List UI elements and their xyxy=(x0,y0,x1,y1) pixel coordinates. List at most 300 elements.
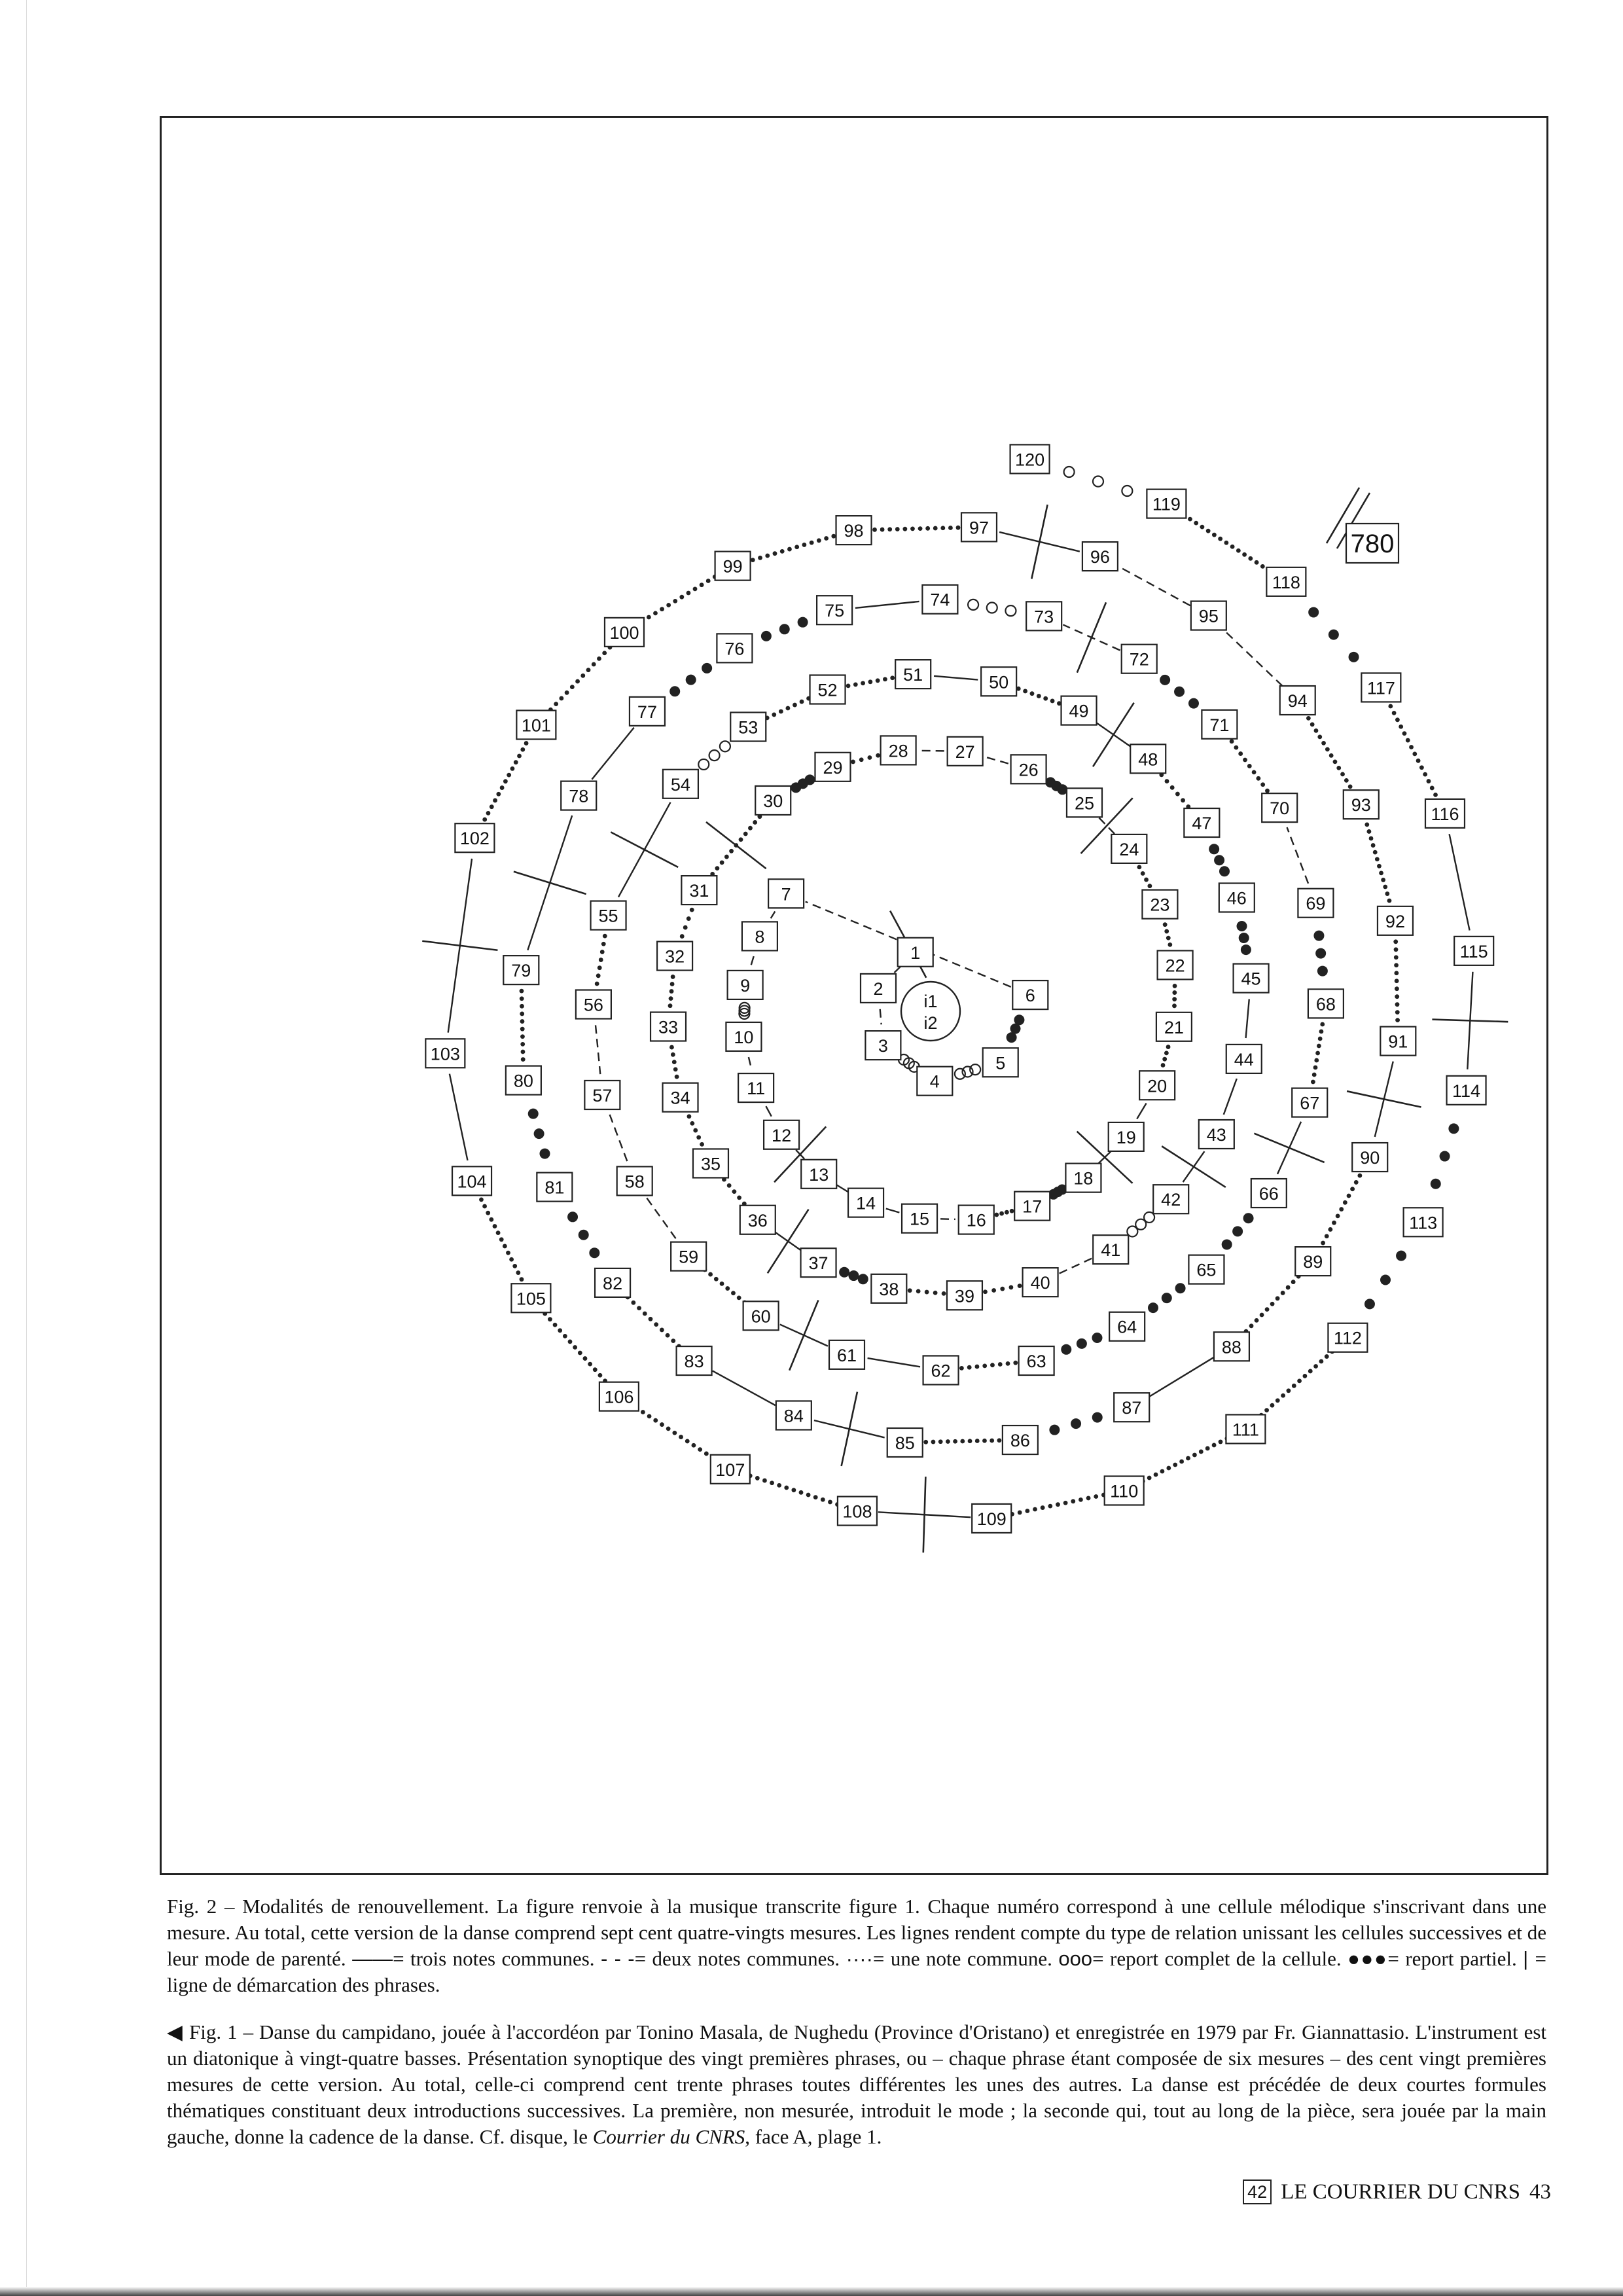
cell-label-103: 103 xyxy=(430,1044,460,1064)
cell-label-118: 118 xyxy=(1272,572,1300,592)
cell-box-88 xyxy=(1214,1332,1249,1361)
cell-box-109 xyxy=(972,1504,1011,1533)
cell-box-47 xyxy=(1184,808,1219,837)
page-footer xyxy=(1243,2179,1551,2204)
cell-box-6 xyxy=(1012,980,1048,1009)
phrase-boundary-54 xyxy=(611,832,678,867)
cell-label-95: 95 xyxy=(1198,606,1219,626)
cell-box-118 xyxy=(1266,567,1306,596)
cell-label-82: 82 xyxy=(603,1273,623,1293)
cell-label-109: 109 xyxy=(976,1509,1007,1529)
link-13-14 xyxy=(837,1185,848,1191)
cell-box-67 xyxy=(1292,1088,1327,1117)
link-119-120 xyxy=(1064,467,1133,496)
link-65-66 xyxy=(1222,1213,1254,1249)
cell-box-18 xyxy=(1065,1164,1101,1193)
cell-label-23: 23 xyxy=(1150,895,1170,915)
cell-label-65: 65 xyxy=(1196,1260,1217,1280)
link-43-44 xyxy=(1224,1079,1237,1115)
link-91-92 xyxy=(1393,939,1400,1022)
cell-box-9 xyxy=(728,971,763,999)
cell-box-5 xyxy=(983,1048,1018,1077)
cell-box-48 xyxy=(1130,744,1166,773)
cell-box-96 xyxy=(1082,542,1118,571)
cell-label-106: 106 xyxy=(604,1387,634,1407)
cell-label-16: 16 xyxy=(966,1210,986,1230)
cell-label-55: 55 xyxy=(598,906,618,926)
cell-box-15 xyxy=(902,1204,937,1233)
cell-box-72 xyxy=(1122,645,1157,673)
cell-label-69: 69 xyxy=(1306,893,1326,914)
link-33-34 xyxy=(669,1045,679,1079)
link-32-33 xyxy=(668,975,675,1008)
footer-page-number: 43 xyxy=(1529,2179,1551,2204)
caption-fig2 xyxy=(167,1893,1546,1998)
cell-label-74: 74 xyxy=(930,590,950,610)
cell-label-96: 96 xyxy=(1090,547,1110,567)
cell-label-7: 7 xyxy=(781,884,791,905)
intro-circle xyxy=(901,982,960,1041)
cell-box-53 xyxy=(730,712,766,741)
link-41-42 xyxy=(1127,1212,1154,1237)
link-20-21 xyxy=(1161,1045,1171,1067)
cell-label-1: 1 xyxy=(910,942,921,963)
cell-box-80 xyxy=(506,1066,541,1095)
cell-box-77 xyxy=(630,697,665,726)
link-109-110 xyxy=(1010,1493,1106,1516)
link-2-3 xyxy=(880,1009,882,1024)
cell-box-35 xyxy=(693,1149,728,1177)
cell-label-37: 37 xyxy=(808,1253,829,1274)
cell-label-41: 41 xyxy=(1101,1240,1121,1261)
cell-label-114: 114 xyxy=(1452,1081,1481,1101)
cell-label-101: 101 xyxy=(521,715,551,736)
cell-label-34: 34 xyxy=(670,1088,690,1108)
cell-box-104 xyxy=(452,1166,491,1195)
cell-box-59 xyxy=(671,1242,706,1271)
cell-label-4: 4 xyxy=(929,1071,940,1092)
cell-box-71 xyxy=(1202,710,1237,739)
cell-box-70 xyxy=(1262,793,1297,822)
cell-label-81: 81 xyxy=(544,1177,565,1198)
cell-label-38: 38 xyxy=(879,1279,899,1299)
link-68-69 xyxy=(1313,931,1327,977)
cell-box-2 xyxy=(861,974,896,1003)
link-22-23 xyxy=(1163,922,1172,947)
legend-dotted-text: = une note commune. xyxy=(872,1947,1052,1970)
cell-box-120 xyxy=(1010,444,1050,473)
cell-box-68 xyxy=(1308,989,1344,1018)
phrase-boundary-30 xyxy=(706,822,766,869)
cell-box-63 xyxy=(1019,1346,1054,1375)
cell-box-115 xyxy=(1454,937,1493,965)
cell-box-100 xyxy=(605,618,644,647)
link-93-94 xyxy=(1306,716,1353,789)
link-110-111 xyxy=(1141,1437,1229,1484)
link-101-102 xyxy=(482,741,528,821)
phrase-boundary-78 xyxy=(514,872,586,894)
cell-label-13: 13 xyxy=(809,1164,829,1185)
cell-label-25: 25 xyxy=(1074,793,1095,814)
cell-label-120: 120 xyxy=(1015,450,1045,470)
phrase-boundary-66 xyxy=(1254,1134,1324,1162)
cell-label-6: 6 xyxy=(1025,986,1035,1006)
link-83-84 xyxy=(713,1371,776,1405)
cell-box-69 xyxy=(1298,889,1333,918)
legend-filled-dots-icon: ●●● xyxy=(1347,1947,1388,1970)
cell-box-111 xyxy=(1226,1414,1265,1443)
footer-page-box: 42 xyxy=(1243,2179,1272,2204)
phrase-boundary-108 xyxy=(923,1477,926,1552)
cell-label-56: 56 xyxy=(583,995,603,1015)
cell-label-53: 53 xyxy=(738,717,758,738)
cell-label-112: 112 xyxy=(1333,1328,1362,1348)
cell-box-13 xyxy=(801,1160,836,1189)
cell-box-4 xyxy=(917,1067,952,1096)
cell-box-57 xyxy=(584,1081,620,1109)
cell-label-97: 97 xyxy=(969,518,990,538)
cell-label-42: 42 xyxy=(1161,1190,1181,1210)
cell-box-26 xyxy=(1011,755,1046,783)
link-39-40 xyxy=(983,1283,1022,1294)
cell-label-8: 8 xyxy=(755,927,765,947)
cell-box-3 xyxy=(865,1031,901,1060)
link-23-24 xyxy=(1137,865,1152,888)
link-88-89 xyxy=(1244,1274,1301,1334)
caption-fig1-text-end: , face A, plage 1. xyxy=(745,2125,882,2148)
link-8-9 xyxy=(751,956,754,965)
cell-label-58: 58 xyxy=(624,1172,645,1192)
link-103-104 xyxy=(450,1074,468,1160)
cell-label-77: 77 xyxy=(637,702,657,722)
phrase-boundary-42 xyxy=(1162,1146,1226,1187)
cell-box-85 xyxy=(887,1428,923,1457)
cell-label-90: 90 xyxy=(1360,1148,1380,1168)
link-95-96 xyxy=(1118,566,1190,605)
cell-label-10: 10 xyxy=(734,1027,754,1047)
cell-label-19: 19 xyxy=(1116,1127,1136,1147)
cell-label-20: 20 xyxy=(1147,1076,1168,1096)
cell-box-78 xyxy=(561,781,596,810)
cell-label-64: 64 xyxy=(1117,1317,1137,1337)
cell-label-111: 111 xyxy=(1232,1420,1259,1440)
link-107-108 xyxy=(748,1473,840,1507)
phrase-boundary-90 xyxy=(1347,1091,1421,1107)
link-1-2 xyxy=(893,967,901,974)
link-86-87 xyxy=(1049,1412,1102,1435)
cell-box-46 xyxy=(1219,883,1255,912)
cell-label-93: 93 xyxy=(1351,795,1371,816)
cell-label-110: 110 xyxy=(1110,1481,1139,1501)
legend-dashed-text: = deux notes communes. xyxy=(634,1947,840,1970)
cell-label-117: 117 xyxy=(1366,678,1395,698)
link-99-100 xyxy=(640,575,717,624)
link-69-70 xyxy=(1287,827,1309,884)
cell-box-45 xyxy=(1234,964,1269,993)
cell-label-51: 51 xyxy=(903,665,923,685)
link-104-105 xyxy=(479,1197,524,1282)
link-45-46 xyxy=(1237,921,1251,955)
link-100-101 xyxy=(548,645,612,712)
cell-label-28: 28 xyxy=(888,741,908,761)
cell-box-12 xyxy=(764,1121,799,1149)
cell-box-43 xyxy=(1199,1120,1234,1149)
cell-box-98 xyxy=(836,516,872,545)
cell-label-78: 78 xyxy=(569,786,589,806)
cell-box-1 xyxy=(898,938,933,967)
cell-box-105 xyxy=(511,1283,550,1312)
cell-box-112 xyxy=(1328,1323,1367,1352)
cell-label-62: 62 xyxy=(931,1361,951,1381)
cell-label-57: 57 xyxy=(592,1085,613,1105)
cell-box-61 xyxy=(829,1340,865,1369)
cell-label-29: 29 xyxy=(823,757,843,778)
cell-label-32: 32 xyxy=(665,946,685,967)
link-28-29 xyxy=(851,753,880,764)
legend-phrase-bar-icon: | xyxy=(1523,1947,1535,1970)
cell-label-54: 54 xyxy=(670,774,690,795)
cell-label-15: 15 xyxy=(910,1209,930,1229)
cell-box-81 xyxy=(537,1173,572,1202)
cell-box-97 xyxy=(961,512,997,541)
legend-bar-text: = ligne de démarcation des phrases. xyxy=(167,1947,1547,1996)
link-14-15 xyxy=(886,1209,900,1213)
cell-label-91: 91 xyxy=(1388,1031,1408,1052)
cell-label-36: 36 xyxy=(747,1210,768,1230)
cell-label-14: 14 xyxy=(856,1193,876,1213)
link-80-81 xyxy=(528,1109,550,1159)
cell-box-116 xyxy=(1425,799,1465,828)
cell-box-101 xyxy=(516,710,556,739)
figure-frame xyxy=(160,116,1548,1875)
cell-box-86 xyxy=(1003,1426,1038,1454)
cell-box-75 xyxy=(817,596,852,624)
phrase-boundary-114 xyxy=(1432,1020,1508,1022)
cell-label-66: 66 xyxy=(1258,1184,1279,1204)
link-11-12 xyxy=(766,1106,771,1116)
cell-box-23 xyxy=(1142,890,1177,919)
cell-label-99: 99 xyxy=(722,556,743,577)
cell-label-108: 108 xyxy=(842,1501,872,1522)
cell-box-54 xyxy=(663,770,698,798)
cell-box-50 xyxy=(981,667,1016,696)
cell-label-21: 21 xyxy=(1164,1017,1184,1037)
page-spine-edge xyxy=(0,0,27,2296)
cell-box-28 xyxy=(881,736,916,764)
link-118-119 xyxy=(1182,513,1271,573)
phrase-boundary-48 xyxy=(1093,703,1134,767)
cell-box-33 xyxy=(651,1013,686,1041)
cell-label-102: 102 xyxy=(459,829,490,849)
cell-box-31 xyxy=(681,876,717,905)
cell-label-59: 59 xyxy=(679,1247,699,1267)
cell-box-20 xyxy=(1139,1071,1175,1100)
link-112-113 xyxy=(1364,1251,1406,1310)
caption-fig1-text: Fig. 1 – Danse du campidano, jouée à l'accordéon par Tonino Masala, de Nughedu (Province d'Oristano) et enregistrée en 1979 par Fr. Giannattasio. L'instrument est un diatonique à vingt-quatre basses. Présentation synoptique des vingt premières phrases, ou – chaque phrase étant composée de six mesures – des cent vingt premières mesures de cette version. Au total, celle-ci comprend cent trente phrases toutes différentes les unes des autres. La danse est précédée de deux courtes formules thématiques constituant deux introductions successives. La première, non mesurée, introduit le mode ; la seconde qui, tout au long de la pièce, sera jouée par la main gauche, donne la cadence de la danse. Cf. disque, le xyxy=(167,2020,1546,2148)
cell-box-89 xyxy=(1295,1247,1330,1276)
cell-box-91 xyxy=(1380,1027,1416,1056)
link-5-6 xyxy=(1007,1014,1025,1043)
cell-label-48: 48 xyxy=(1138,749,1158,770)
legend-dashed-line-icon: - - - xyxy=(600,1947,635,1970)
cell-box-113 xyxy=(1404,1208,1443,1236)
legend-solid-line-icon: —— xyxy=(352,1947,393,1970)
link-49-50 xyxy=(1016,687,1061,706)
cell-box-11 xyxy=(738,1073,774,1102)
intro-label-1: i1 xyxy=(923,992,938,1011)
link-56-57 xyxy=(596,1025,600,1074)
link-111-112 xyxy=(1259,1350,1334,1418)
link-34-35 xyxy=(687,1114,704,1146)
link-81-82 xyxy=(567,1211,599,1258)
cell-box-16 xyxy=(959,1206,994,1234)
cell-label-85: 85 xyxy=(895,1433,915,1454)
caption-fig1-arrow-icon: ◀ xyxy=(167,2020,184,2043)
cell-box-90 xyxy=(1352,1143,1387,1172)
cell-label-11: 11 xyxy=(747,1079,766,1099)
link-21-22 xyxy=(1172,984,1177,1008)
link-77-78 xyxy=(592,728,633,780)
cell-label-115: 115 xyxy=(1459,941,1488,961)
cell-box-51 xyxy=(895,660,931,689)
cell-box-117 xyxy=(1361,673,1400,702)
cell-box-94 xyxy=(1280,686,1315,715)
cell-label-76: 76 xyxy=(724,639,745,659)
link-7-8 xyxy=(771,912,776,919)
link-3-4 xyxy=(899,1054,919,1072)
cell-box-41 xyxy=(1093,1235,1128,1264)
link-67-68 xyxy=(1311,1022,1325,1085)
cell-label-46: 46 xyxy=(1226,888,1247,908)
cell-label-79: 79 xyxy=(511,961,531,981)
cell-box-74 xyxy=(922,585,957,614)
cell-box-14 xyxy=(848,1189,883,1217)
cell-label-3: 3 xyxy=(878,1036,888,1056)
cell-label-73: 73 xyxy=(1034,607,1054,627)
cell-label-24: 24 xyxy=(1119,839,1139,859)
cell-box-37 xyxy=(801,1248,836,1277)
link-82-83 xyxy=(626,1295,681,1349)
link-64-65 xyxy=(1148,1283,1186,1313)
link-9-10 xyxy=(739,1003,749,1019)
link-98-99 xyxy=(751,534,836,562)
caption-fig1 xyxy=(167,2019,1546,2150)
cell-box-8 xyxy=(742,922,777,950)
link-61-62 xyxy=(868,1358,920,1367)
link-105-106 xyxy=(543,1312,607,1383)
link-38-39 xyxy=(908,1288,946,1295)
cell-box-64 xyxy=(1109,1312,1145,1341)
cell-box-21 xyxy=(1156,1013,1192,1041)
cell-box-87 xyxy=(1114,1393,1149,1422)
link-85-86 xyxy=(923,1438,1001,1444)
cell-label-49: 49 xyxy=(1069,701,1089,721)
phrase-boundary-60 xyxy=(789,1300,818,1370)
cell-box-84 xyxy=(776,1401,812,1430)
total-measures-label: 780 xyxy=(1350,529,1395,558)
cell-label-71: 71 xyxy=(1209,715,1230,735)
link-35-36 xyxy=(722,1177,747,1206)
link-59-60 xyxy=(702,1268,747,1305)
cell-box-22 xyxy=(1158,950,1193,979)
page-bottom-edge xyxy=(0,2287,1623,2296)
link-51-52 xyxy=(846,675,895,688)
link-46-47 xyxy=(1209,844,1230,876)
cell-box-110 xyxy=(1105,1476,1144,1505)
cell-label-72: 72 xyxy=(1129,649,1149,670)
cell-label-39: 39 xyxy=(954,1286,974,1306)
link-89-90 xyxy=(1321,1174,1362,1246)
caption-fig2-lead: Fig. 2 – Modalités de renouvellement. La figure renvoie à la musique transcrite figure 1. Chaque numéro correspond à une cellule mélodique s'inscrivant dans une mesure. Au total, cette version de la danse comprend sept cent quatre-vingts mesures. Les lignes rendent compte du type de relation unissant les cellules successives et de leur mode de parenté. xyxy=(167,1895,1546,1970)
cell-box-7 xyxy=(768,879,804,908)
cell-label-18: 18 xyxy=(1073,1168,1094,1189)
cell-label-63: 63 xyxy=(1026,1352,1046,1372)
cell-box-119 xyxy=(1147,490,1186,518)
cell-label-45: 45 xyxy=(1241,969,1261,989)
cell-label-113: 113 xyxy=(1409,1213,1438,1233)
cell-label-80: 80 xyxy=(513,1071,533,1091)
cell-label-31: 31 xyxy=(689,881,709,901)
cell-box-10 xyxy=(726,1022,761,1051)
link-75-76 xyxy=(761,617,808,641)
cell-box-17 xyxy=(1014,1192,1050,1221)
cell-label-27: 27 xyxy=(955,742,975,762)
cell-label-70: 70 xyxy=(1270,798,1290,819)
cell-label-61: 61 xyxy=(836,1345,857,1365)
cell-label-12: 12 xyxy=(772,1125,792,1145)
cell-label-119: 119 xyxy=(1152,494,1181,514)
cell-box-114 xyxy=(1447,1076,1486,1105)
cell-box-58 xyxy=(617,1166,652,1195)
phrase-boundary-84 xyxy=(842,1392,857,1466)
cell-box-39 xyxy=(947,1281,982,1310)
legend-open-text: = report complet de la cellule. xyxy=(1092,1947,1342,1970)
cell-box-103 xyxy=(425,1039,465,1067)
cell-label-92: 92 xyxy=(1385,911,1405,931)
cell-label-84: 84 xyxy=(783,1406,804,1426)
cell-box-36 xyxy=(740,1206,776,1234)
cell-box-55 xyxy=(591,901,626,930)
cell-box-102 xyxy=(455,823,494,852)
link-31-32 xyxy=(680,908,694,939)
cell-box-27 xyxy=(948,737,983,766)
cell-box-76 xyxy=(717,634,752,662)
cell-label-44: 44 xyxy=(1234,1049,1254,1069)
cell-label-89: 89 xyxy=(1303,1252,1323,1272)
phrase-boundary-72 xyxy=(1077,602,1106,672)
cell-label-47: 47 xyxy=(1192,814,1212,834)
cell-box-29 xyxy=(815,753,850,781)
cell-label-5: 5 xyxy=(995,1053,1006,1073)
cell-box-95 xyxy=(1191,601,1226,630)
cell-label-68: 68 xyxy=(1315,994,1336,1014)
cell-box-99 xyxy=(715,552,751,581)
cell-box-30 xyxy=(755,786,791,815)
link-71-72 xyxy=(1160,675,1199,709)
link-44-45 xyxy=(1246,999,1249,1038)
link-17-18 xyxy=(1048,1184,1067,1199)
cell-box-93 xyxy=(1344,790,1379,819)
link-52-53 xyxy=(765,696,811,721)
cell-label-88: 88 xyxy=(1221,1337,1241,1357)
cell-label-22: 22 xyxy=(1165,956,1185,976)
link-63-64 xyxy=(1061,1333,1102,1355)
link-25-26 xyxy=(1045,777,1067,795)
cell-box-56 xyxy=(576,990,611,1019)
cell-box-19 xyxy=(1109,1122,1144,1151)
cell-label-17: 17 xyxy=(1022,1196,1043,1217)
cell-box-83 xyxy=(677,1346,712,1375)
